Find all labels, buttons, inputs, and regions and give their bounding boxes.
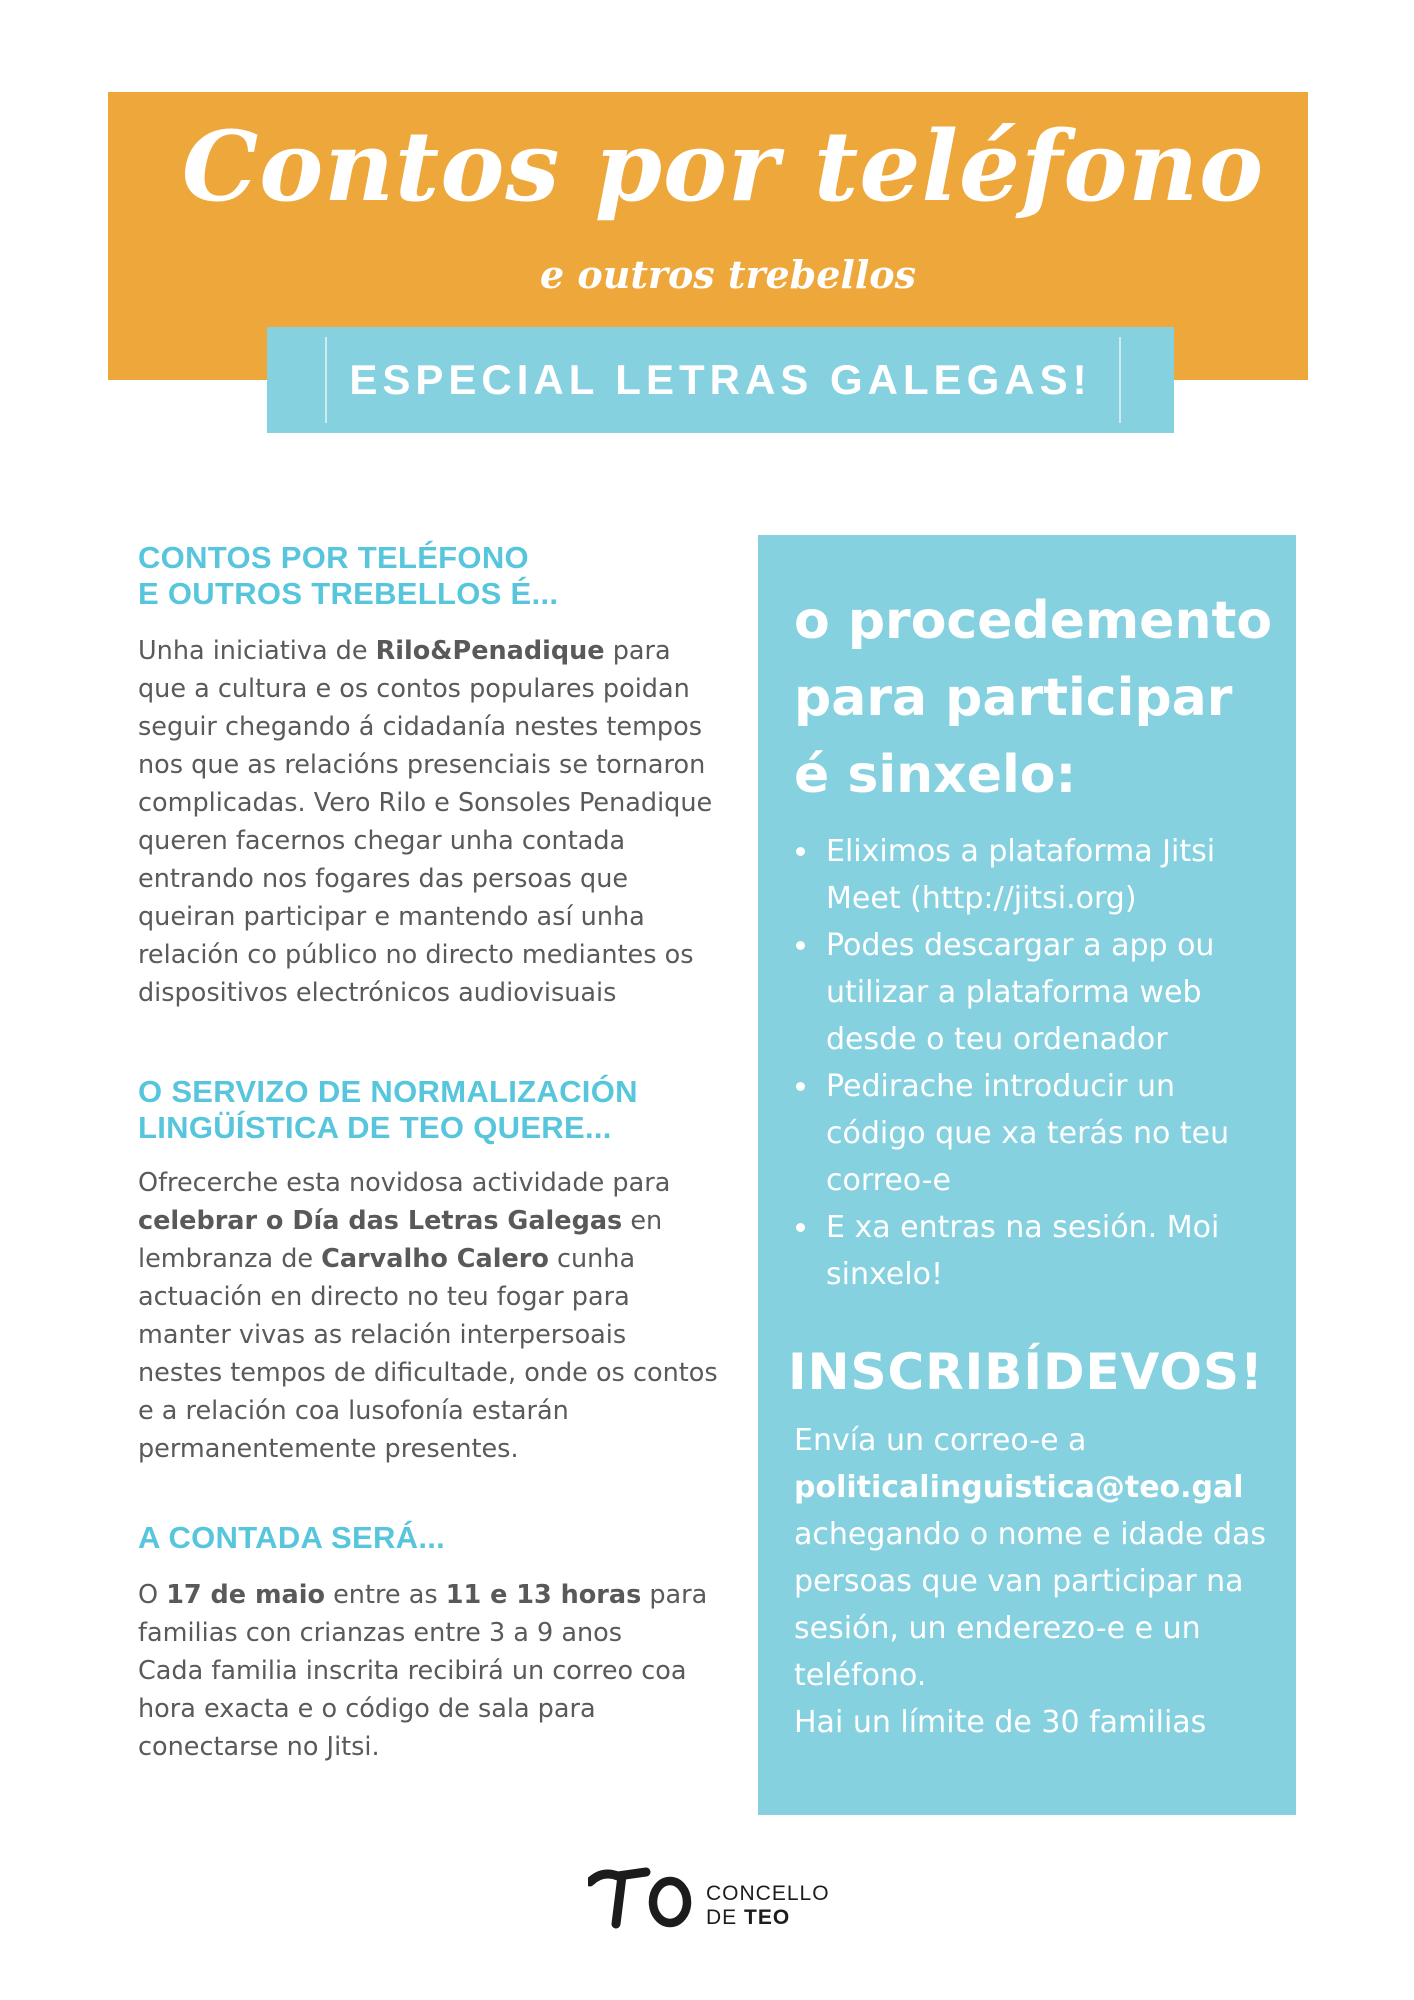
heading-line: CONTOS POR TELÉFONO — [138, 540, 529, 575]
page-subtitle: e outros trebellos — [539, 252, 917, 297]
list-item: Eliximos a plataforma Jitsi Meet (http://jitsi.org) — [790, 828, 1260, 922]
section-text-servizo — [138, 1164, 718, 1468]
text-span: entre as — [325, 1580, 446, 1610]
heading-line: O SERVIZO DE NORMALIZACIÓN — [138, 1074, 638, 1109]
signup-text — [794, 1417, 1284, 1746]
text-span: achegando o nome e idade das persoas que van participar na sesión, un enderezo-e e un teléfono. — [794, 1517, 1267, 1693]
email-address[interactable]: politicalinguistica@teo.gal — [794, 1470, 1244, 1505]
heading-line: E OUTROS TREBELLOS É... — [138, 576, 559, 611]
bold-text: 11 e 13 horas — [445, 1580, 642, 1610]
section-text-contada — [138, 1576, 718, 1766]
heading-line: o procedemento — [794, 591, 1273, 651]
page-title: Contos por teléfono — [181, 110, 1265, 223]
text-span: Unha iniciativa de — [138, 636, 376, 666]
signup-heading: INSCRIBÍDEVOS! — [788, 1343, 1264, 1401]
text-span: Hai un límite de 30 familias — [794, 1705, 1207, 1740]
logo-line: DE — [706, 1906, 745, 1929]
bold-text: Carvalho Calero — [321, 1244, 549, 1274]
procedure-steps — [790, 828, 1260, 1298]
section-text-contos — [138, 632, 718, 1012]
concello-logo — [588, 1862, 828, 1932]
text-span: en lembranza de — [138, 1206, 663, 1274]
logo-line: CONCELLO — [706, 1882, 830, 1905]
bold-text: 17 de maio — [166, 1580, 326, 1610]
bold-text: celebrar o Día das Letras Galegas — [138, 1206, 623, 1236]
procedure-panel — [758, 535, 1296, 1815]
logo-text — [706, 1882, 830, 1930]
text-span: para que a cultura e os contos populares poidan seguir chegando á cidadanía nestes tempos nos que as relacións presenciais se tornaron complicadas. Vero Rilo e Sonsoles Penadique queren facernos chegar unha contada entrando nos fogares das persoas que queiran participar e mantendo así unha relación co público no directo mediantes os dispositivos electrónicos audiovisuais — [138, 636, 713, 1008]
text-span: O — [138, 1580, 167, 1610]
list-item: Podes descargar a app ou utilizar a plataforma web desde o teu ordenador — [790, 922, 1260, 1063]
text-span: cunha actuación en directo no teu fogar para manter vivas as relación interpersoais nestes tempos de dificultade, onde os contos e a relación coa lusofonía estarán permanentemente presentes. — [138, 1244, 718, 1464]
bold-text: Rilo&Penadique — [375, 636, 605, 666]
list-item: Pedirache introducir un código que xa terás no teu correo-e — [790, 1063, 1260, 1204]
text-span: para familias con crianzas entre 3 a 9 anos — [138, 1580, 708, 1648]
text-span: Cada familia inscrita recibirá un correo coa hora exacta e o código de sala para conectarse no Jitsi. — [138, 1656, 687, 1762]
heading-line: é sinxelo: — [794, 745, 1077, 805]
teo-logo-icon — [588, 1862, 698, 1932]
section-heading-contada: A CONTADA SERÁ... — [138, 1520, 446, 1555]
logo-bold: TEO — [744, 1906, 791, 1929]
text-span: Ofrecerche esta novidosa actividade para — [138, 1168, 671, 1198]
left-column — [138, 540, 718, 1766]
section-heading-contos — [138, 540, 718, 612]
procedure-heading — [794, 583, 1284, 814]
special-banner — [267, 327, 1174, 433]
heading-line: LINGÜÍSTICA DE TEO QUERE... — [138, 1110, 612, 1145]
text-span: Envía un correo-e a — [794, 1423, 1087, 1458]
list-item: E xa entras na sesión. Moi sinxelo! — [790, 1204, 1260, 1298]
section-heading-servizo — [138, 1074, 718, 1146]
banner-text: ESPECIAL LETRAS GALEGAS! — [349, 356, 1092, 403]
heading-line: para participar — [794, 668, 1233, 728]
